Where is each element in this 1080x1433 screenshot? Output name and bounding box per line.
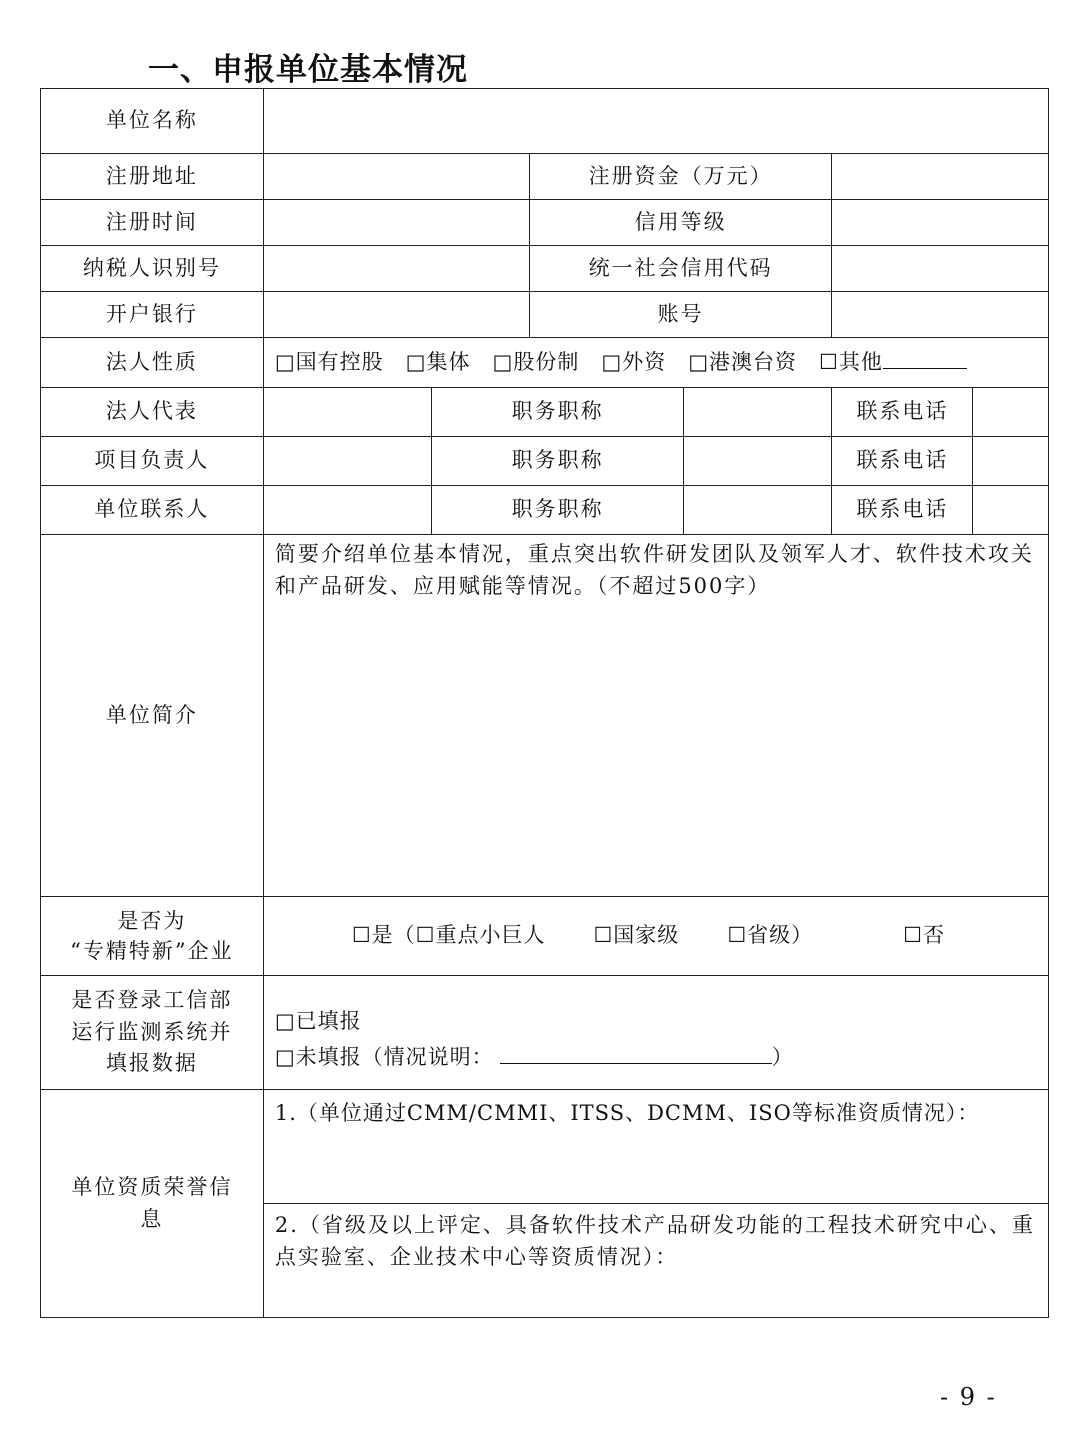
social-credit-code-label: 统一社会信用代码 — [529, 246, 832, 292]
qual-label — [41, 1090, 264, 1318]
checkbox-provincial-level[interactable]: ☐省级） — [727, 923, 814, 948]
checkbox-specialized-yes[interactable]: ☐是（☐重点小巨人 — [351, 923, 546, 948]
checkbox-hk-macao-taiwan[interactable]: □港澳台资 — [688, 349, 798, 374]
unit-contact-phone-cell — [832, 486, 1049, 535]
reg-time-field[interactable] — [263, 200, 529, 246]
account-label: 账号 — [529, 292, 832, 338]
specialized-label-line2: “专精特新”企业 — [70, 939, 234, 963]
miit-not-filled-line — [275, 1042, 1048, 1074]
legal-rep-field[interactable] — [263, 388, 431, 437]
row-legal-nature — [41, 338, 1049, 388]
row-legal-rep — [41, 388, 1049, 437]
row-unit-name — [41, 89, 1049, 154]
unit-contact-title-field[interactable] — [684, 486, 832, 535]
checkbox-specialized-no[interactable]: ☐否 — [903, 923, 945, 948]
legal-rep-phone-cell — [832, 388, 1049, 437]
checkbox-other[interactable]: ☐其他 — [819, 349, 883, 374]
taxpayer-id-label: 纳税人识别号 — [41, 246, 264, 292]
specialized-options — [263, 897, 1048, 976]
section-title: 一、申报单位基本情况 — [148, 52, 468, 88]
page-number: - 9 - — [940, 1383, 997, 1411]
reg-capital-label: 注册资金（万元） — [529, 154, 832, 200]
reg-address-field[interactable] — [263, 154, 529, 200]
checkbox-national-level[interactable]: ☐国家级 — [593, 923, 680, 948]
miit-label — [41, 976, 264, 1090]
credit-level-label: 信用等级 — [529, 200, 832, 246]
row-qual-1 — [41, 1090, 1049, 1204]
unit-contact-title-label: 职务职称 — [432, 486, 684, 535]
unit-contact-phone-label: 联系电话 — [832, 486, 973, 534]
row-reg-address — [41, 154, 1049, 200]
checkbox-filled[interactable]: □已填报 — [274, 1009, 362, 1033]
qual-item2-field[interactable] — [263, 1204, 1048, 1318]
specialized-label — [41, 897, 264, 976]
application-form-table — [40, 88, 1049, 1318]
row-bank — [41, 292, 1049, 338]
bank-label: 开户银行 — [41, 292, 264, 338]
unit-name-label: 单位名称 — [41, 89, 264, 154]
row-unit-intro — [41, 535, 1049, 897]
checkbox-state-owned[interactable]: □国有控股 — [274, 349, 384, 374]
legal-rep-title-label: 职务职称 — [432, 388, 684, 437]
situation-blank-line[interactable] — [500, 1063, 772, 1064]
close-paren: ） — [771, 1044, 794, 1069]
miit-options — [263, 976, 1048, 1090]
row-specialized — [41, 897, 1049, 976]
specialized-label-line1: 是否为 — [117, 908, 187, 933]
bank-field[interactable] — [263, 292, 529, 338]
legal-rep-title-field[interactable] — [684, 388, 832, 437]
checkbox-foreign[interactable]: □外资 — [601, 349, 667, 374]
unit-intro-label: 单位简介 — [41, 535, 264, 897]
legal-rep-label: 法人代表 — [41, 388, 264, 437]
unit-contact-label: 单位联系人 — [41, 486, 264, 535]
project-lead-phone-field[interactable] — [973, 437, 1048, 485]
miit-label-text: 是否登录工信部运行监测系统并填报数据 — [71, 988, 233, 1076]
qual-label-text: 单位资质荣誉信息 — [71, 1175, 233, 1231]
unit-contact-phone-field[interactable] — [973, 486, 1048, 534]
row-project-lead — [41, 437, 1049, 486]
account-field[interactable] — [832, 292, 1049, 338]
project-lead-title-field[interactable] — [684, 437, 832, 486]
reg-address-label: 注册地址 — [41, 154, 264, 200]
checkbox-collective[interactable]: □集体 — [405, 349, 471, 374]
unit-contact-field[interactable] — [263, 486, 431, 535]
unit-intro-instructions: 简要介绍单位基本情况，重点突出软件研发团队及领军人才、软件技术攻关和产品研发、应用赋能等情况。（不超过500字） — [274, 542, 1034, 598]
project-lead-label: 项目负责人 — [41, 437, 264, 486]
row-miit — [41, 976, 1049, 1090]
taxpayer-id-field[interactable] — [263, 246, 529, 292]
legal-rep-phone-label: 联系电话 — [832, 388, 973, 436]
unit-intro-field[interactable] — [263, 535, 1048, 897]
project-lead-phone-label: 联系电话 — [832, 437, 973, 485]
credit-level-field[interactable] — [832, 200, 1049, 246]
row-taxpayer-id — [41, 246, 1049, 292]
social-credit-code-field[interactable] — [832, 246, 1049, 292]
reg-time-label: 注册时间 — [41, 200, 264, 246]
reg-capital-field[interactable] — [832, 154, 1049, 200]
row-unit-contact — [41, 486, 1049, 535]
checkbox-joint-stock[interactable]: □股份制 — [492, 349, 580, 374]
row-reg-time — [41, 200, 1049, 246]
legal-nature-options — [263, 338, 1048, 388]
project-lead-phone-cell — [832, 437, 1049, 486]
project-lead-field[interactable] — [263, 437, 431, 486]
qual-item2-text: 2.（省级及以上评定、具备软件技术产品研发功能的工程技术研究中心、重点实验室、企业技术中心等资质情况）： — [274, 1213, 1035, 1269]
qual-item1-text: 1.（单位通过CMM/CMMI、ITSS、DCMM、ISO等标准资质情况）： — [274, 1101, 980, 1125]
unit-name-field[interactable] — [263, 89, 1048, 154]
project-lead-title-label: 职务职称 — [432, 437, 684, 486]
legal-nature-label: 法人性质 — [41, 338, 264, 388]
other-blank-line[interactable] — [883, 368, 967, 369]
checkbox-not-filled[interactable]: □未填报（情况说明： — [274, 1044, 494, 1069]
qual-item1-field[interactable] — [263, 1090, 1048, 1204]
legal-rep-phone-field[interactable] — [973, 388, 1048, 436]
